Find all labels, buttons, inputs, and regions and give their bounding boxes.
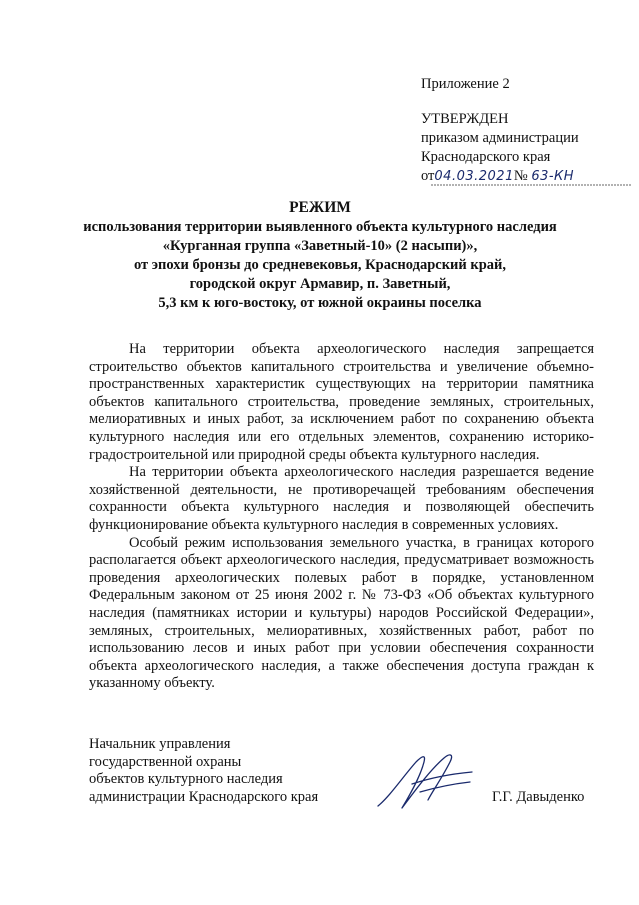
document-title [60, 198, 580, 313]
title-line-1: использования территории выявленного объекта культурного наследия [83, 219, 557, 235]
order-date: 04.03.2021 [434, 169, 514, 184]
title-line-3: от эпохи бронзы до средневековья, Краснодарский край, [133, 257, 507, 273]
approved-by-line-2: Краснодарского края [421, 149, 551, 165]
position-line-1: Начальник управления [89, 736, 231, 752]
paragraph-special-regime: Особый режим использования земельного участка, в границах которого располагается объект археологического наследия, предусматривает возможность проведения археологических полевых работ в порядке, установленном Федеральным законом от 25 июня 2002 г. № 73-ФЗ «Об объектах культурного наследия (памятниках истории и культуры) народов Российской Федерации», земляных, строительных, мелиоративных, хозяйственных работ, работ по использованию лесов и иных работ при условии обеспечения сохранности объекта археологического наследия, а также обеспечения доступа граждан к указанному объекту. [89, 534, 594, 692]
title-regime: РЕЖИМ [289, 199, 351, 216]
title-line-4: городской округ Армавир, п. Заветный, [189, 276, 451, 292]
approved-label: УТВЕРЖДЕН [421, 111, 509, 127]
approval-stamp [421, 110, 631, 186]
order-line [421, 167, 631, 186]
signer-name: Г.Г. Давыденко [492, 789, 585, 805]
paragraph-permission: На территории объекта археологического наследия разрешается ведение хозяйственной деятельности, не противоречащей требованиям обеспечения сохранности объекта культурного наследия и позволяющей обеспечить функционирование объекта культурного наследия в современных условиях. [89, 464, 594, 533]
position-line-3: объектов культурного наследия [89, 771, 283, 788]
title-line-2: «Курганная группа «Заветный-10» (2 насыпи)», [162, 238, 478, 254]
order-prefix: от [421, 168, 435, 184]
appendix-label: Приложение 2 [421, 76, 510, 92]
signature-position [89, 736, 318, 806]
approved-by-line-1: приказом администрации [421, 130, 579, 146]
order-number: 63-КН [531, 169, 575, 184]
document-body [89, 341, 594, 693]
handwritten-signature [372, 748, 476, 814]
order-underline [421, 183, 631, 187]
title-line-5: 5,3 км к юго-востоку, от южной окраины поселка [158, 295, 482, 311]
position-line-2: государственной охраны [89, 753, 242, 770]
position-line-4: администрации Краснодарского края [89, 788, 319, 805]
order-no-label: № [513, 168, 528, 184]
paragraph-prohibition: На территории объекта археологического наследия запрещается строительство объектов капитального строительства и увеличение объемно-пространственных характеристик существующих на территории памятника объектов капитального строительства, проведение земляных, строительных, мелиоративных и иных работ, за исключением работ по сохранению объекта культурного наследия или его отдельных элементов, сохранению историко-градостроительной или природной среды объекта культурного наследия. [89, 341, 594, 463]
